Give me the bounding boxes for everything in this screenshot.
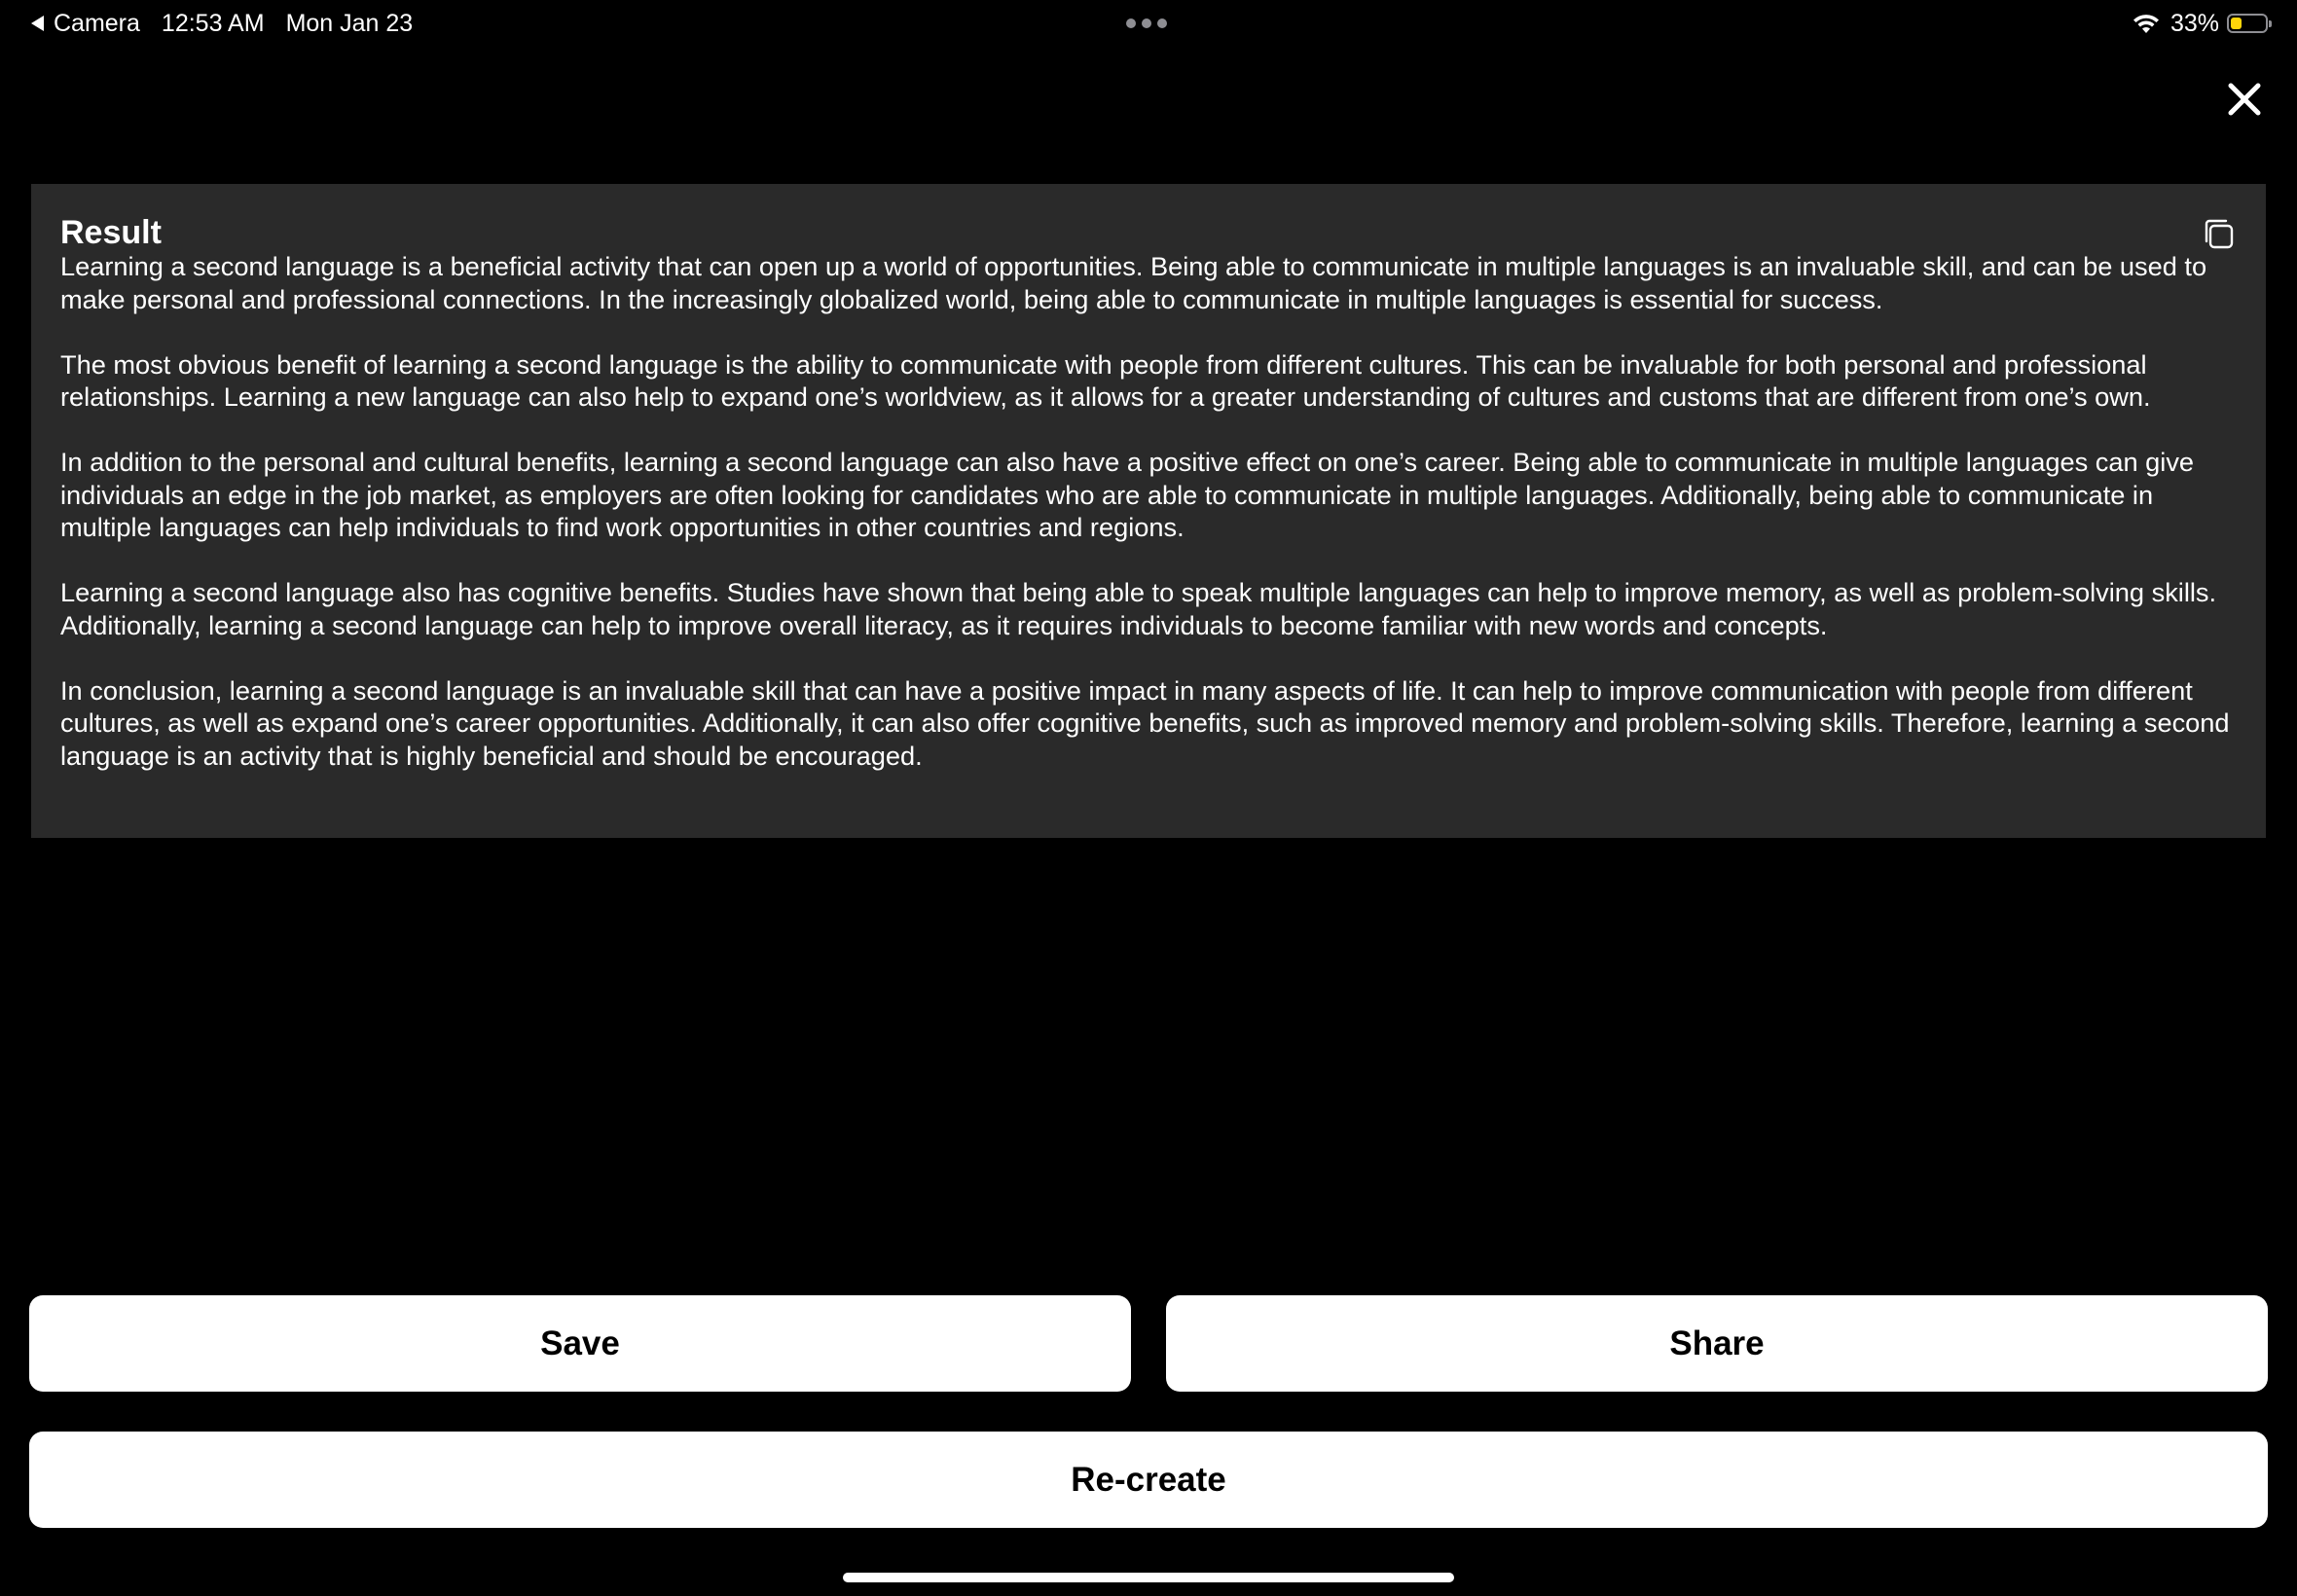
result-paragraph: The most obvious benefit of learning a second language is the ability to communicate with people from different cultures. This can be invaluable for both personal and professional relationships. Learning a new language can also help to expand one’s worldview, as it allows for a greater understanding of cultures and customs that are different from one’s own.: [60, 348, 2151, 412]
battery-percent: 33%: [2169, 9, 2219, 37]
status-bar: [0, 0, 2297, 47]
close-icon: [2223, 78, 2266, 121]
close-button[interactable]: [2223, 78, 2266, 121]
more-dots-icon[interactable]: [1126, 18, 1167, 28]
save-button[interactable]: [29, 1295, 1131, 1392]
dot: [1126, 18, 1136, 28]
dot: [1142, 18, 1151, 28]
result-paragraph: Learning a second language is a beneficial activity that can open up a world of opportunities. Being able to communicate in multiple languages is an invaluable skill, and can be used to make personal and professional connections. In the increasingly globalized world, being able to communicate in multiple languages is essential for success.: [60, 251, 2207, 314]
recreate-button-label: Re-create: [1071, 1460, 1226, 1499]
share-button-label: Share: [1669, 1324, 1765, 1362]
back-to-app-label[interactable]: Camera: [54, 9, 140, 37]
home-indicator[interactable]: [843, 1573, 1454, 1582]
result-text: [60, 250, 2237, 772]
recreate-button[interactable]: [29, 1432, 2268, 1528]
battery-icon: [2227, 14, 2268, 33]
result-card: [31, 184, 2266, 838]
result-paragraph: Learning a second language also has cognitive benefits. Studies have shown that being able to speak multiple languages can help to improve memory, as well as problem-solving skills. Additionally, learning a second language can help to improve overall literacy, as it requires individuals to become familiar with new words and concepts.: [60, 577, 2217, 640]
share-button[interactable]: [1166, 1295, 2268, 1392]
dot: [1157, 18, 1167, 28]
result-paragraph: In addition to the personal and cultural benefits, learning a second language can also have a positive effect on one’s career. Being able to communicate in multiple languages can give individuals an edge in the job market, as employers are often looking for candidates who are able to communicate in multiple languages. Additionally, being able to communicate in multiple languages can help individuals to find work opportunities in other countries and regions.: [60, 447, 2195, 542]
status-right: [2132, 8, 2268, 39]
battery-tip: [2269, 20, 2272, 27]
status-left: [31, 8, 413, 39]
result-paragraph: In conclusion, learning a second language is an invaluable skill that can have a positive impact in many aspects of life. It can help to improve communication with people from different cultures, as well as expand one’s career opportunities. Additionally, it can also offer cognitive benefits, such as improved memory and problem-solving skills. Therefore, learning a second language is an activity that is highly beneficial and should be encouraged.: [60, 674, 2230, 771]
battery-level-fill: [2231, 18, 2242, 29]
copy-button[interactable]: [2202, 217, 2237, 252]
wifi-icon: [2132, 13, 2161, 34]
status-time: 12:53 AM: [161, 9, 265, 37]
result-title: Result: [60, 214, 162, 251]
back-arrow-icon[interactable]: [31, 16, 44, 31]
status-date: Mon Jan 23: [285, 9, 414, 37]
copy-icon: [2202, 217, 2237, 252]
save-button-label: Save: [540, 1324, 620, 1362]
